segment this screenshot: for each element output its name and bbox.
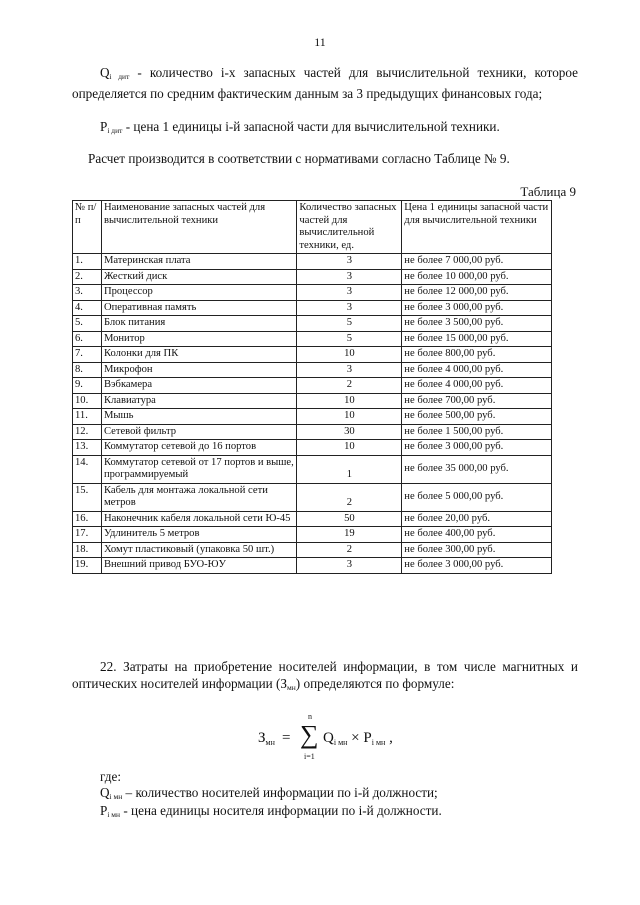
row-quantity: 30: [297, 424, 402, 440]
table-row: [73, 542, 552, 558]
page-number: 11: [314, 35, 326, 49]
row-name: Сетевой фильтр: [101, 424, 296, 440]
formula-equals: =: [282, 730, 291, 746]
row-price: не более 500,00 руб.: [402, 409, 552, 425]
row-quantity: 5: [297, 316, 402, 332]
row-number: 10.: [73, 393, 102, 409]
row-quantity: 2: [297, 378, 402, 394]
table-row: [73, 285, 552, 301]
row-name: Вэбкамера: [101, 378, 296, 394]
row-price: не более 7 000,00 руб.: [402, 254, 552, 270]
row-quantity: 3: [297, 362, 402, 378]
row-number: 4.: [73, 300, 102, 316]
table-row: [73, 455, 552, 483]
row-name: Процессор: [101, 285, 296, 301]
row-price: не более 20,00 руб.: [402, 511, 552, 527]
row-name: Блок питания: [101, 316, 296, 332]
table-row: [73, 331, 552, 347]
formula-tail: ,: [385, 730, 393, 746]
row-quantity: 3: [297, 269, 402, 285]
formula-rhs: [323, 730, 393, 747]
row-quantity: 10: [297, 409, 402, 425]
row-price: не более 1 500,00 руб.: [402, 424, 552, 440]
row-quantity: 10: [297, 393, 402, 409]
header-number: № п/п: [73, 201, 102, 254]
q-text: - количество i-х запасных частей для вычислительной техники, которое определяется по средним фактическим данным за 3 предыдущих финансовых года;: [72, 65, 578, 101]
row-number: 1.: [73, 254, 102, 270]
formula-lower-limit: i=1: [304, 752, 315, 761]
table-row: [73, 558, 552, 574]
row-name: Монитор: [101, 331, 296, 347]
row-number: 12.: [73, 424, 102, 440]
row-number: 15.: [73, 483, 102, 511]
table-row: [73, 269, 552, 285]
q-definition: [72, 64, 578, 102]
table-row: [73, 440, 552, 456]
table-caption: Таблица 9: [520, 184, 576, 199]
cost-formula: [258, 712, 458, 772]
row-quantity: 2: [297, 483, 402, 511]
row-name: Микрофон: [101, 362, 296, 378]
row-price: не более 700,00 руб.: [402, 393, 552, 409]
row-number: 16.: [73, 511, 102, 527]
row-price: не более 4 000,00 руб.: [402, 378, 552, 394]
row-number: 19.: [73, 558, 102, 574]
p-symbol: P: [100, 119, 108, 134]
formula-p-subscript: i мн: [371, 738, 386, 747]
row-number: 8.: [73, 362, 102, 378]
formula-lhs: [258, 730, 275, 747]
section-22-body: 22. Затраты на приобретение носителей информации, в том числе магнитных и оптических носителей информации (З: [72, 659, 578, 691]
row-price: не более 10 000,00 руб.: [402, 269, 552, 285]
header-price: Цена 1 единицы запасной части для вычислительной техники: [402, 201, 552, 254]
header-quantity: Количество запасных частей для вычислительной техники, ед.: [297, 201, 402, 254]
table-header-row: [73, 201, 552, 254]
row-quantity: 2: [297, 542, 402, 558]
table-row: [73, 393, 552, 409]
row-number: 2.: [73, 269, 102, 285]
table-row: [73, 362, 552, 378]
row-price: не более 5 000,00 руб.: [402, 483, 552, 511]
table-row: [73, 409, 552, 425]
row-number: 17.: [73, 527, 102, 543]
row-price: не более 3 000,00 руб.: [402, 440, 552, 456]
summation-sign: ∑: [300, 720, 319, 749]
table-row: [73, 378, 552, 394]
row-price: не более 300,00 руб.: [402, 542, 552, 558]
row-quantity: 1: [297, 455, 402, 483]
formula-upper-limit: n: [308, 712, 312, 721]
calc-sentence: Расчет производится в соответствии с нормативами согласно Таблице № 9.: [88, 151, 510, 166]
row-name: Коммутатор сетевой до 16 портов: [101, 440, 296, 456]
row-quantity: 19: [297, 527, 402, 543]
row-name: Кабель для монтажа локальной сети метров: [101, 483, 296, 511]
formula-p: P: [363, 730, 372, 746]
table-row: [73, 483, 552, 511]
row-price: не более 35 000,00 руб.: [402, 455, 552, 483]
row-price: не более 12 000,00 руб.: [402, 285, 552, 301]
table-row: [73, 424, 552, 440]
p-mn-subscript: i мн: [107, 810, 121, 819]
row-name: Хомут пластиковый (упаковка 50 шт.): [101, 542, 296, 558]
formula-lhs-subscript: мн: [265, 738, 275, 747]
row-number: 18.: [73, 542, 102, 558]
q-subscript: i дит: [109, 72, 130, 81]
row-number: 13.: [73, 440, 102, 456]
row-quantity: 3: [297, 558, 402, 574]
p-definition: [72, 118, 578, 139]
p-mn-definition: [72, 802, 578, 823]
p-text: - цена 1 единицы i-й запасной части для вычислительной техники.: [122, 119, 500, 134]
q-mn-symbol: Q: [100, 785, 110, 800]
row-price: не более 3 000,00 руб.: [402, 558, 552, 574]
row-price: не более 3 000,00 руб.: [402, 300, 552, 316]
formula-q: Q: [323, 730, 334, 746]
row-name: Мышь: [101, 409, 296, 425]
row-name: Удлинитель 5 метров: [101, 527, 296, 543]
row-price: не более 800,00 руб.: [402, 347, 552, 363]
row-quantity: 10: [297, 440, 402, 456]
row-number: 5.: [73, 316, 102, 332]
formula-times: ×: [347, 730, 364, 746]
row-quantity: 10: [297, 347, 402, 363]
row-quantity: 5: [297, 331, 402, 347]
row-name: Материнская плата: [101, 254, 296, 270]
table-row: [73, 316, 552, 332]
q-symbol: Q: [100, 65, 110, 80]
row-number: 3.: [73, 285, 102, 301]
row-name: Наконечник кабеля локальной сети Ю-45: [101, 511, 296, 527]
where-label: где:: [100, 769, 121, 784]
row-name: Внешний привод БУО-ЮУ: [101, 558, 296, 574]
row-quantity: 50: [297, 511, 402, 527]
row-name: Жесткий диск: [101, 269, 296, 285]
table-row: [73, 511, 552, 527]
row-name: Оперативная память: [101, 300, 296, 316]
row-name: Колонки для ПК: [101, 347, 296, 363]
row-quantity: 3: [297, 285, 402, 301]
section-22-subscript: мн: [287, 683, 296, 692]
section-22-end: ) определяются по формуле:: [295, 676, 455, 691]
table-row: [73, 254, 552, 270]
row-price: не более 3 500,00 руб.: [402, 316, 552, 332]
row-number: 7.: [73, 347, 102, 363]
header-name: Наименование запасных частей для вычислительной техники: [101, 201, 296, 254]
p-mn-symbol: P: [100, 803, 108, 818]
row-quantity: 3: [297, 254, 402, 270]
row-price: не более 400,00 руб.: [402, 527, 552, 543]
row-name: Коммутатор сетевой от 17 портов и выше, программируемый: [101, 455, 296, 483]
row-number: 6.: [73, 331, 102, 347]
p-mn-text: - цена единицы носителя информации по i-й должности.: [120, 803, 442, 818]
spare-parts-table: [72, 200, 552, 574]
row-number: 9.: [73, 378, 102, 394]
formula-lhs-symbol: З: [258, 730, 266, 746]
row-number: 11.: [73, 409, 102, 425]
p-subscript: i дит: [107, 126, 123, 135]
table-row: [73, 527, 552, 543]
table-row: [73, 300, 552, 316]
q-mn-text: – количество носителей информации по i-й должности;: [122, 785, 438, 800]
formula-q-subscript: i мн: [333, 738, 348, 747]
row-name: Клавиатура: [101, 393, 296, 409]
row-number: 14.: [73, 455, 102, 483]
row-price: не более 4 000,00 руб.: [402, 362, 552, 378]
q-mn-subscript: i мн: [109, 792, 123, 801]
table-row: [73, 347, 552, 363]
row-price: не более 15 000,00 руб.: [402, 331, 552, 347]
section-22-text: [72, 658, 578, 696]
row-quantity: 3: [297, 300, 402, 316]
